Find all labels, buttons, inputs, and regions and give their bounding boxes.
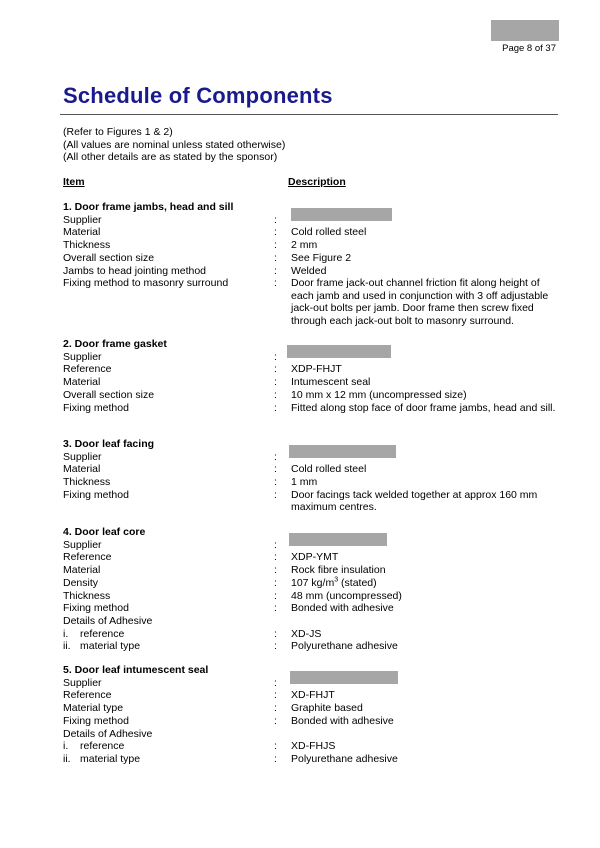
row-value-text: 48 mm (uncompressed) <box>291 589 402 602</box>
row-value-text: Door facings tack welded together at approx 160 mm maximum centres. <box>291 488 538 514</box>
row-label <box>63 277 228 290</box>
row-value <box>291 640 559 653</box>
row-colon: : <box>274 714 277 727</box>
row-colon: : <box>274 463 277 476</box>
section-title: 2. Door frame gasket <box>63 338 167 350</box>
row-colon: : <box>274 213 277 226</box>
row-label-text: reference <box>80 740 125 753</box>
row-label <box>63 226 100 239</box>
row-label-text: Thickness <box>63 239 111 252</box>
row-colon: : <box>274 689 277 702</box>
row-value <box>291 463 559 476</box>
row-value <box>291 702 559 715</box>
row-colon: : <box>274 363 277 376</box>
row-colon: : <box>274 476 277 489</box>
header-redaction <box>491 20 559 41</box>
column-header-description: Description <box>288 176 346 188</box>
row-number: ii. <box>63 640 71 653</box>
row-value-text: Cold rolled steel <box>291 463 367 476</box>
row-colon: : <box>274 538 277 551</box>
row-label-text: Jambs to head jointing method <box>63 264 207 277</box>
section-title: 4. Door leaf core <box>63 526 146 538</box>
supplier-redaction <box>289 445 396 458</box>
row-value-text: Cold rolled steel <box>291 226 367 239</box>
row-label <box>63 351 102 364</box>
row-value <box>291 715 559 728</box>
row-label-text: Overall section size <box>63 388 155 401</box>
row-value-text: Polyurethane adhesive <box>291 752 398 765</box>
row-value-text: XDP-YMT <box>291 551 339 564</box>
row-label-text: material type <box>80 640 141 653</box>
row-colon: : <box>274 376 277 389</box>
row-label <box>63 539 102 552</box>
row-value <box>291 577 559 590</box>
row-value-text: Welded <box>291 264 327 277</box>
row-label <box>63 389 154 402</box>
title-divider <box>60 114 558 115</box>
row-value <box>291 551 559 564</box>
row-value <box>291 265 559 278</box>
section-title: 5. Door leaf intumescent seal <box>63 664 209 676</box>
row-number: i. <box>63 740 69 753</box>
row-label <box>63 740 124 753</box>
row-value-text: Polyurethane adhesive <box>291 640 398 653</box>
row-value-text: 2 mm <box>291 239 318 252</box>
row-label-text: Fixing method to masonry surround <box>63 277 229 290</box>
row-colon: : <box>274 602 277 615</box>
row-label-text: Thickness <box>63 476 111 489</box>
row-label-text: reference <box>80 627 125 640</box>
row-value <box>291 277 559 327</box>
row-value-text: 1 mm <box>291 476 318 489</box>
row-label <box>63 252 154 265</box>
row-label <box>63 376 100 389</box>
row-label <box>63 463 100 476</box>
row-value-suffix: (stated) <box>338 576 377 589</box>
row-label-text: Supplier <box>63 676 102 689</box>
row-value <box>291 602 559 615</box>
row-label-text: Material <box>63 376 101 389</box>
row-label <box>63 577 98 590</box>
row-value <box>291 226 559 239</box>
row-value-text: XD-FHJT <box>291 689 335 702</box>
row-colon: : <box>274 226 277 239</box>
row-label-text: Reference <box>63 363 112 376</box>
row-label-text: Details of Adhesive <box>63 614 153 627</box>
row-value-text: Rock fibre insulation <box>291 564 386 577</box>
row-colon: : <box>274 401 277 414</box>
row-value <box>291 239 559 252</box>
row-value-text: XDP-FHJT <box>291 363 342 376</box>
row-value <box>291 753 559 766</box>
row-label <box>63 715 129 728</box>
row-label <box>63 476 110 489</box>
row-colon: : <box>274 702 277 715</box>
row-colon: : <box>274 350 277 363</box>
row-colon: : <box>274 239 277 252</box>
row-value-text: 107 kg/m <box>291 576 335 589</box>
row-label <box>63 265 206 278</box>
row-value <box>291 476 559 489</box>
row-label-text: Details of Adhesive <box>63 727 153 740</box>
row-label <box>63 640 140 653</box>
row-label <box>63 628 124 641</box>
supplier-redaction <box>289 533 387 546</box>
row-value <box>291 252 559 265</box>
row-colon: : <box>274 488 277 501</box>
row-label <box>63 402 129 415</box>
notes <box>63 126 285 164</box>
document-title: Schedule of Components <box>63 83 333 108</box>
row-label-text: Supplier <box>63 350 102 363</box>
row-label-text: Supplier <box>63 213 102 226</box>
row-label-text: Reference <box>63 551 112 564</box>
row-value <box>291 740 559 753</box>
row-label <box>63 564 100 577</box>
section-title: 1. Door frame jambs, head and sill <box>63 201 234 213</box>
row-label <box>63 489 129 502</box>
row-label-text: Material <box>63 463 101 476</box>
row-colon: : <box>274 277 277 290</box>
row-colon: : <box>274 589 277 602</box>
row-label <box>63 753 140 766</box>
row-value-text: Bonded with adhesive <box>291 602 394 615</box>
superscript: 3 <box>334 576 339 584</box>
row-value <box>291 564 559 577</box>
row-value <box>291 402 559 415</box>
row-value <box>291 376 559 389</box>
column-header-item: Item <box>63 176 85 188</box>
row-label-text: Fixing method <box>63 602 129 615</box>
row-colon: : <box>274 576 277 589</box>
row-label-text: Material <box>63 226 101 239</box>
row-value-text: Fitted along stop face of door frame jambs, head and sill. <box>291 401 556 414</box>
row-value <box>291 590 559 603</box>
row-value-text: Graphite based <box>291 702 363 715</box>
row-label-text: material type <box>80 752 141 765</box>
row-label-text: Supplier <box>63 538 102 551</box>
row-value <box>291 689 559 702</box>
row-label-text: Thickness <box>63 589 111 602</box>
row-label-text: Fixing method <box>63 401 129 414</box>
row-label <box>63 551 111 564</box>
supplier-redaction <box>287 345 391 358</box>
note-line: (All other details are as stated by the sponsor) <box>63 151 278 163</box>
row-colon: : <box>274 627 277 640</box>
row-value <box>291 628 559 641</box>
row-label <box>63 689 111 702</box>
row-colon: : <box>274 551 277 564</box>
row-label-text: Fixing method <box>63 714 129 727</box>
row-label <box>63 363 111 376</box>
row-label-text: Material type <box>63 702 124 715</box>
row-label-text: Supplier <box>63 450 102 463</box>
row-value-text: See Figure 2 <box>291 251 352 264</box>
row-label <box>63 728 152 741</box>
row-value <box>291 489 559 514</box>
row-colon: : <box>274 640 277 653</box>
row-colon: : <box>274 450 277 463</box>
row-label <box>63 615 152 628</box>
note-line: (All values are nominal unless stated otherwise) <box>63 138 286 151</box>
row-label-text: Overall section size <box>63 251 155 264</box>
row-label <box>63 677 102 690</box>
row-value-text: Intumescent seal <box>291 376 371 389</box>
row-colon: : <box>274 564 277 577</box>
row-value <box>291 363 559 376</box>
row-value <box>291 389 559 402</box>
row-label <box>63 451 102 464</box>
row-colon: : <box>274 251 277 264</box>
row-value-text: Bonded with adhesive <box>291 714 394 727</box>
row-label <box>63 239 110 252</box>
section-title: 3. Door leaf facing <box>63 438 155 450</box>
row-label-text: Fixing method <box>63 488 129 501</box>
supplier-redaction <box>290 671 398 684</box>
row-label-text: Density <box>63 576 99 589</box>
note-line: (Refer to Figures 1 & 2) <box>63 126 173 138</box>
row-label-text: Reference <box>63 689 112 702</box>
row-label-text: Material <box>63 564 101 577</box>
row-colon: : <box>274 264 277 277</box>
supplier-redaction <box>291 208 392 221</box>
row-value-text: XD-FHJS <box>291 740 336 753</box>
row-colon: : <box>274 740 277 753</box>
row-colon: : <box>274 388 277 401</box>
page-number: Page 8 of 37 <box>502 43 556 54</box>
row-number: ii. <box>63 752 71 765</box>
row-label <box>63 702 123 715</box>
row-number: i. <box>63 627 69 640</box>
row-value-text: XD-JS <box>291 627 322 640</box>
row-label <box>63 590 110 603</box>
row-label <box>63 214 102 227</box>
row-colon: : <box>274 752 277 765</box>
row-value-text: Door frame jack-out channel friction fit along height of each jamb and used in conjunction with 3 off adjustable jack-out bolts per jamb. Door frame then screw fixed through each jack-out bolt to masonry surround. <box>291 277 549 327</box>
row-label <box>63 602 129 615</box>
row-value-text: 10 mm x 12 mm (uncompressed size) <box>291 388 467 401</box>
row-colon: : <box>274 676 277 689</box>
